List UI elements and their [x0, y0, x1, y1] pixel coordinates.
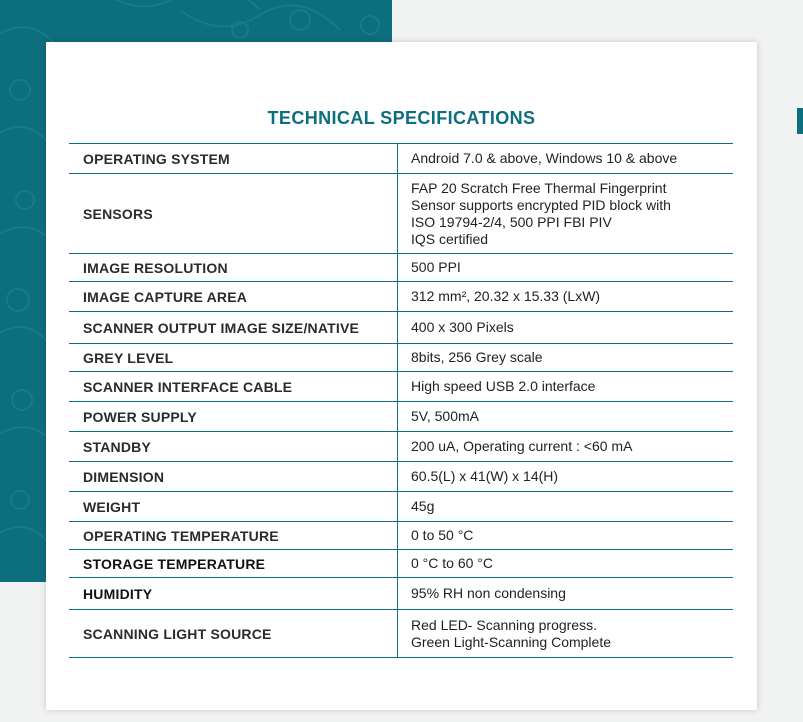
spec-value: 0 to 50 °C — [411, 527, 474, 543]
spec-label: POWER SUPPLY — [69, 402, 398, 432]
table-row — [69, 282, 733, 312]
table-row — [69, 144, 733, 174]
spec-label: STORAGE TEMPERATURE — [69, 550, 398, 578]
table-row — [69, 402, 733, 432]
spec-label: GREY LEVEL — [69, 344, 398, 372]
spec-value: 8bits, 256 Grey scale — [411, 349, 543, 365]
table-row — [69, 432, 733, 462]
spec-value: 95% RH non condensing — [411, 585, 566, 601]
spec-table-body — [69, 144, 733, 658]
spec-value: 5V, 500mA — [411, 408, 479, 424]
spec-value: 312 mm², 20.32 x 15.33 (LxW) — [411, 288, 601, 304]
spec-value: 0 °C to 60 °C — [411, 555, 494, 571]
table-row — [69, 550, 733, 578]
spec-label: IMAGE CAPTURE AREA — [69, 282, 398, 312]
table-row — [69, 522, 733, 550]
page-title: TECHNICAL SPECIFICATIONS — [267, 108, 536, 128]
spec-label: SCANNER OUTPUT IMAGE SIZE/NATIVE — [69, 312, 398, 344]
spec-value: 400 x 300 Pixels — [411, 319, 514, 335]
spec-label: IMAGE RESOLUTION — [69, 254, 398, 282]
spec-label: WEIGHT — [69, 492, 398, 522]
spec-value: Android 7.0 & above, Windows 10 & above — [411, 150, 678, 166]
spec-label: DIMENSION — [69, 462, 398, 492]
table-row — [69, 462, 733, 492]
table-row — [69, 344, 733, 372]
spec-value: 60.5(L) x 41(W) x 14(H) — [411, 468, 559, 484]
table-row — [69, 254, 733, 282]
table-row — [69, 578, 733, 610]
spec-label: STANDBY — [69, 432, 398, 462]
spec-value: 45g — [411, 498, 435, 514]
spec-label: SCANNING LIGHT SOURCE — [69, 610, 398, 658]
spec-value: FAP 20 Scratch Free Thermal Fingerprint Sensor supports encrypted PID block with ISO 19794-2/4, 500 PPI FBI PIV IQS certified — [411, 179, 671, 247]
spec-label: HUMIDITY — [69, 578, 398, 610]
spec-label: OPERATING SYSTEM — [69, 144, 398, 174]
spec-label: SENSORS — [69, 174, 398, 254]
spec-value: Red LED- Scanning progress. Green Light-Scanning Complete — [411, 616, 612, 650]
table-row — [69, 174, 733, 254]
table-row — [69, 312, 733, 344]
spec-table — [69, 143, 733, 658]
spec-value: High speed USB 2.0 interface — [411, 378, 596, 394]
spec-label: SCANNER INTERFACE CABLE — [69, 372, 398, 402]
spec-label: OPERATING TEMPERATURE — [69, 522, 398, 550]
spec-value: 200 uA, Operating current : <60 mA — [411, 438, 633, 454]
table-row — [69, 492, 733, 522]
table-row — [69, 610, 733, 658]
table-row — [69, 372, 733, 402]
spec-value: 500 PPI — [411, 259, 461, 275]
